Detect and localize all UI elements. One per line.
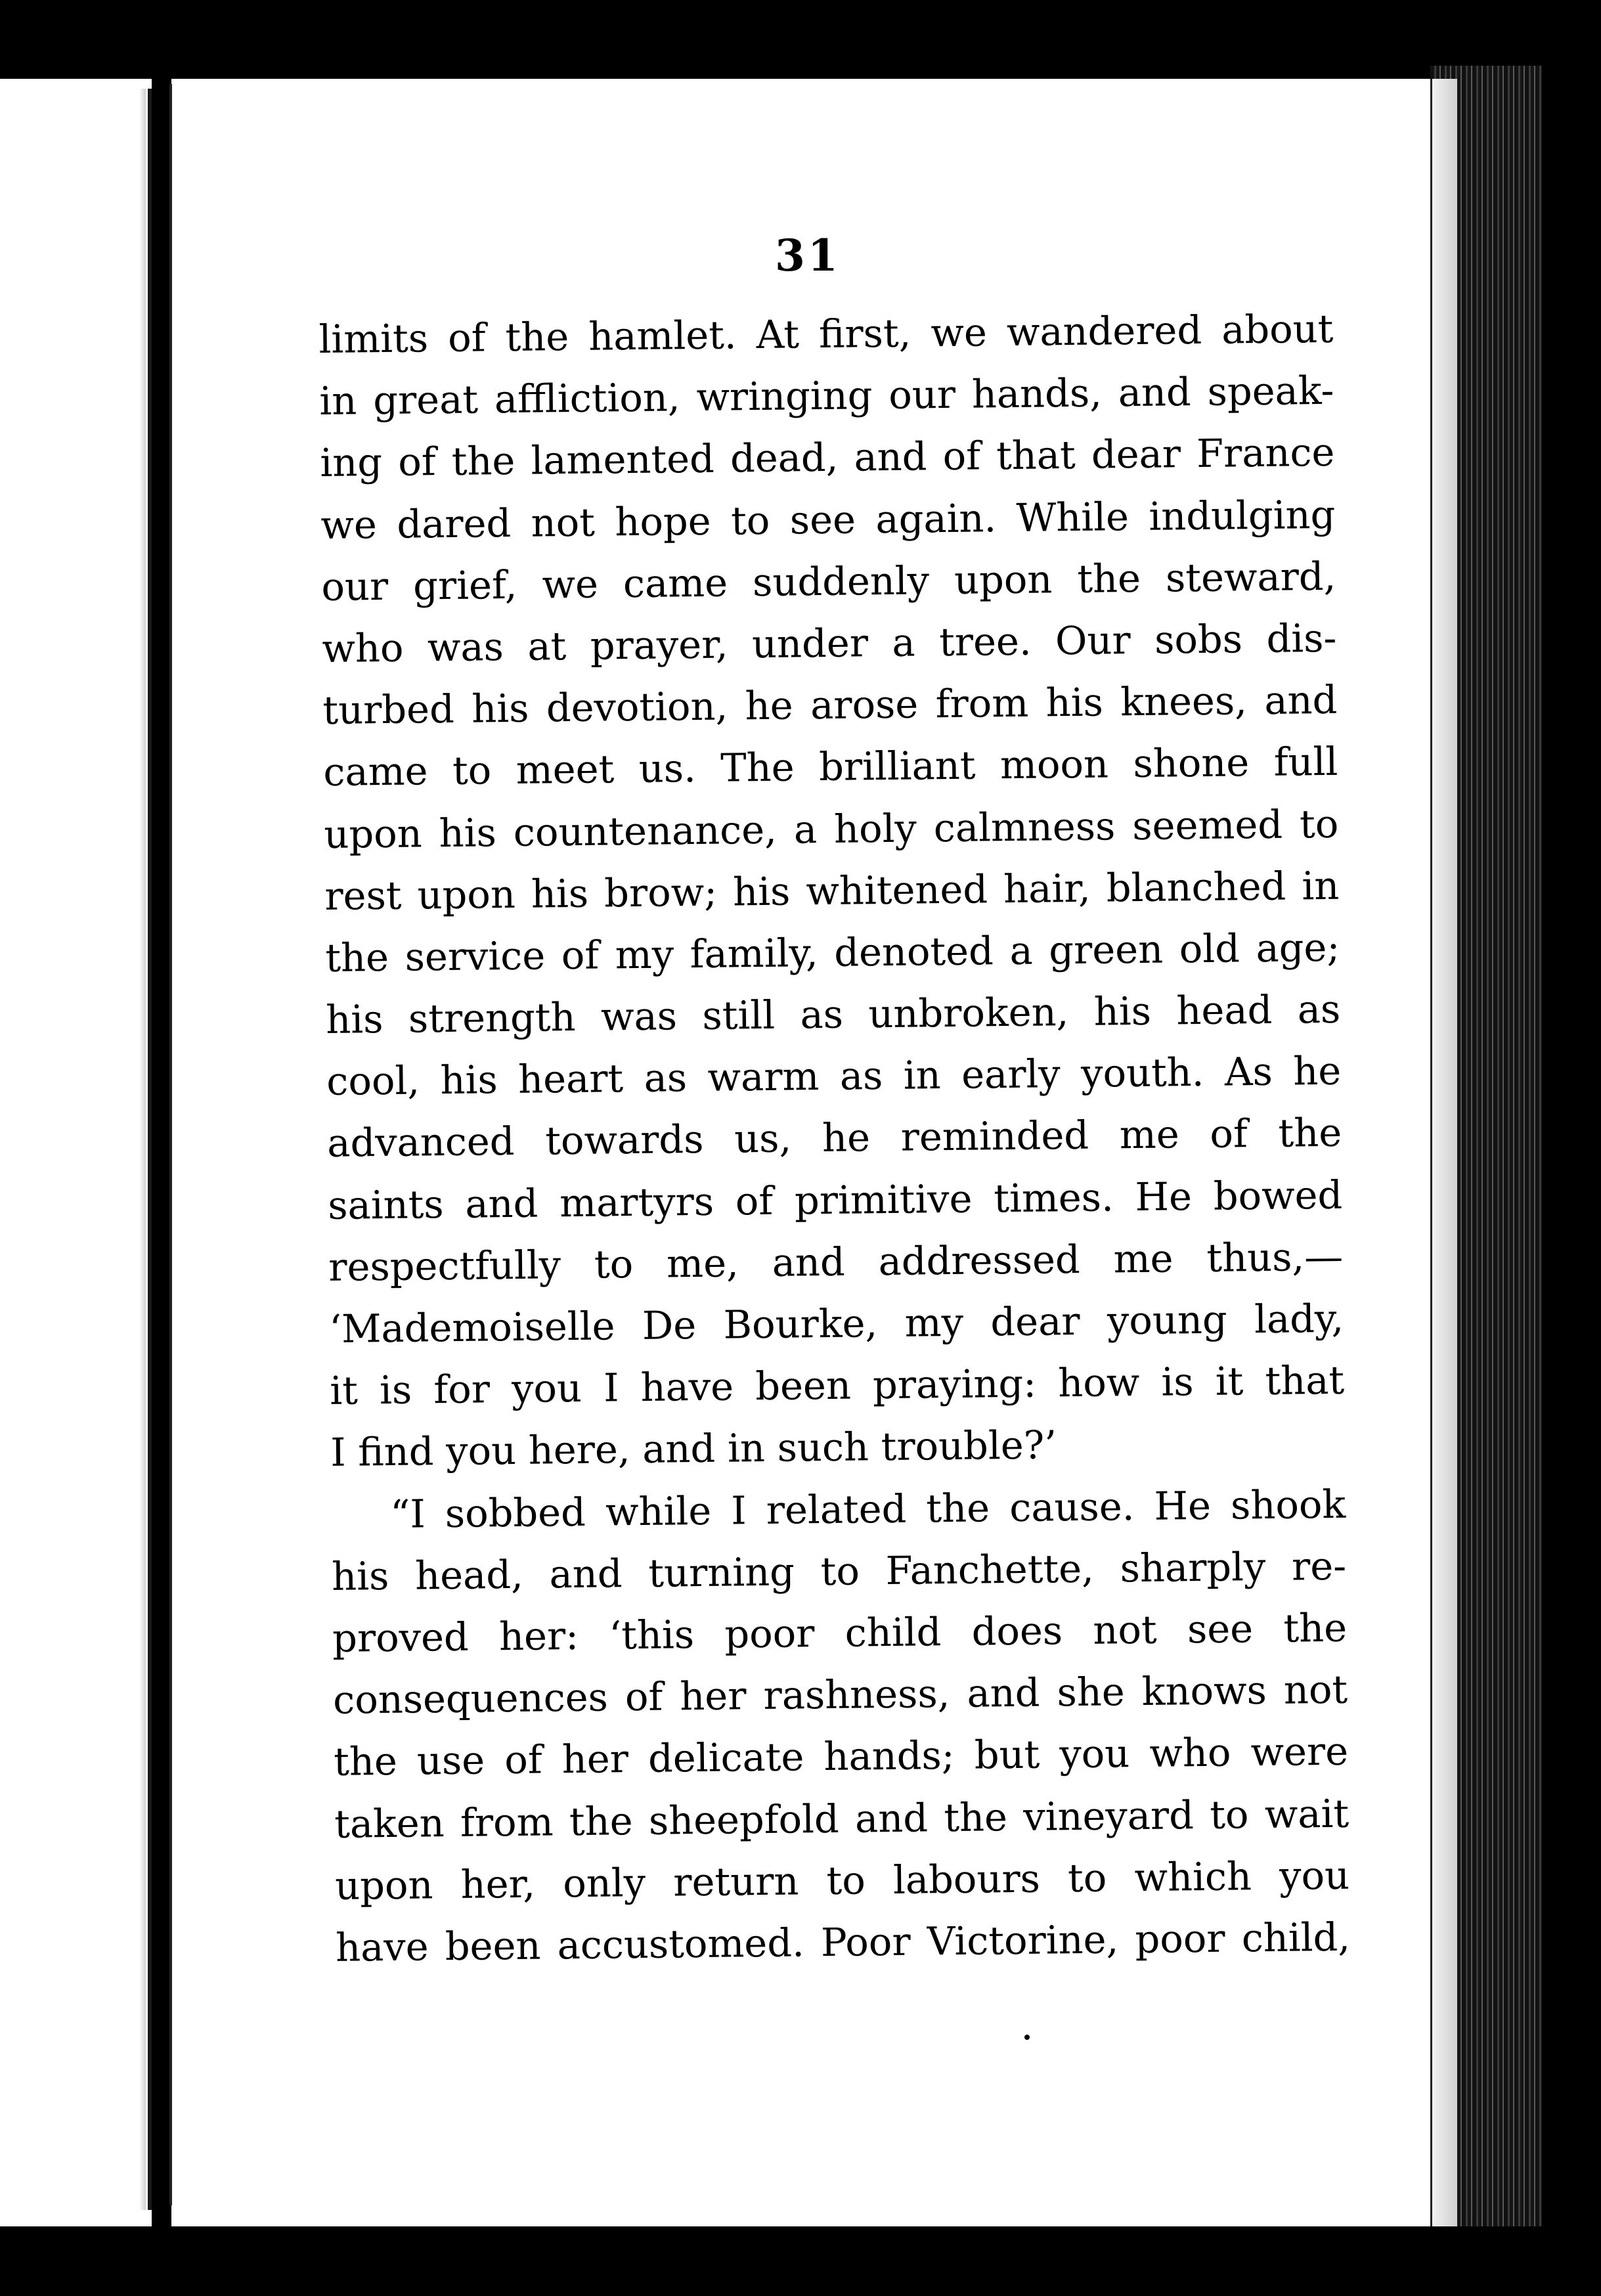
text-line: the service of my family, denoted a green old age;: [324, 924, 1340, 981]
text-line: limits of the hamlet. At first, we wandered about: [318, 305, 1334, 362]
scanner-frame-right: [1542, 0, 1601, 2296]
text-line: we dared not hope to see again. While indulging: [320, 491, 1336, 548]
text-line: his strength was still as unbroken, his head as: [325, 986, 1341, 1043]
page-edge-highlight: [1430, 79, 1457, 2226]
text-line: the use of her delicate hands; but you who were: [333, 1729, 1349, 1785]
book-gutter: [152, 79, 171, 2246]
text-line: cool, his heart as warm as in early youth. As he: [326, 1048, 1342, 1105]
page-edges-stack: [1430, 66, 1542, 2240]
text-line: his head, and turning to Fanchette, sharply re-: [331, 1543, 1347, 1599]
text-line: it is for you I have been praying: how is it that: [329, 1357, 1345, 1414]
text-line: who was at prayer, under a tree. Our sobs dis-: [322, 615, 1337, 671]
text-line: upon his countenance, a holy calmness seemed to: [324, 801, 1339, 857]
scanner-frame-bottom: [0, 2226, 1601, 2296]
text-line: proved her: ‘this poor child does not see the: [332, 1604, 1348, 1661]
text-line: in great affliction, wringing our hands, and speak-: [319, 368, 1334, 424]
text-line: taken from the sheepfold and the vineyard to wait: [334, 1790, 1349, 1847]
facing-page-crease: [139, 89, 146, 2210]
text-line: have been accustomed. Poor Victorine, poor child,: [335, 1914, 1351, 1970]
text-line: rest upon his brow; his whitened hair, blanched in: [324, 862, 1340, 919]
print-speck: [1024, 2035, 1030, 2040]
page-number: 31: [775, 230, 841, 281]
text-line: ‘Mademoiselle De Bourke, my dear young lady,: [328, 1295, 1344, 1352]
text-line: saints and martyrs of primitive times. He bowed: [327, 1172, 1343, 1228]
scanner-frame-top: [0, 0, 1601, 79]
facing-page-left: [0, 89, 152, 2210]
text-line: I find you here, and in such trouble?’: [330, 1422, 1057, 1476]
text-line: ing of the lamented dead, and of that dear France: [320, 430, 1335, 486]
text-line: “I sobbed while I related the cause. He shook: [389, 1481, 1346, 1537]
text-line: advanced towards us, he reminded me of the: [326, 1110, 1342, 1166]
text-line: turbed his devotion, he arose from his knees, and: [322, 676, 1338, 734]
text-line: came to meet us. The brilliant moon shone full: [323, 739, 1338, 795]
body-text: [318, 298, 1351, 1979]
text-line: upon her, only return to labours to which you: [334, 1852, 1350, 1909]
text-line: consequences of her rashness, and she knows not: [332, 1666, 1348, 1723]
text-line: respectfully to me, and addressed me thus,—: [328, 1233, 1344, 1290]
text-line: our grief, we came suddenly upon the steward,: [321, 553, 1336, 609]
